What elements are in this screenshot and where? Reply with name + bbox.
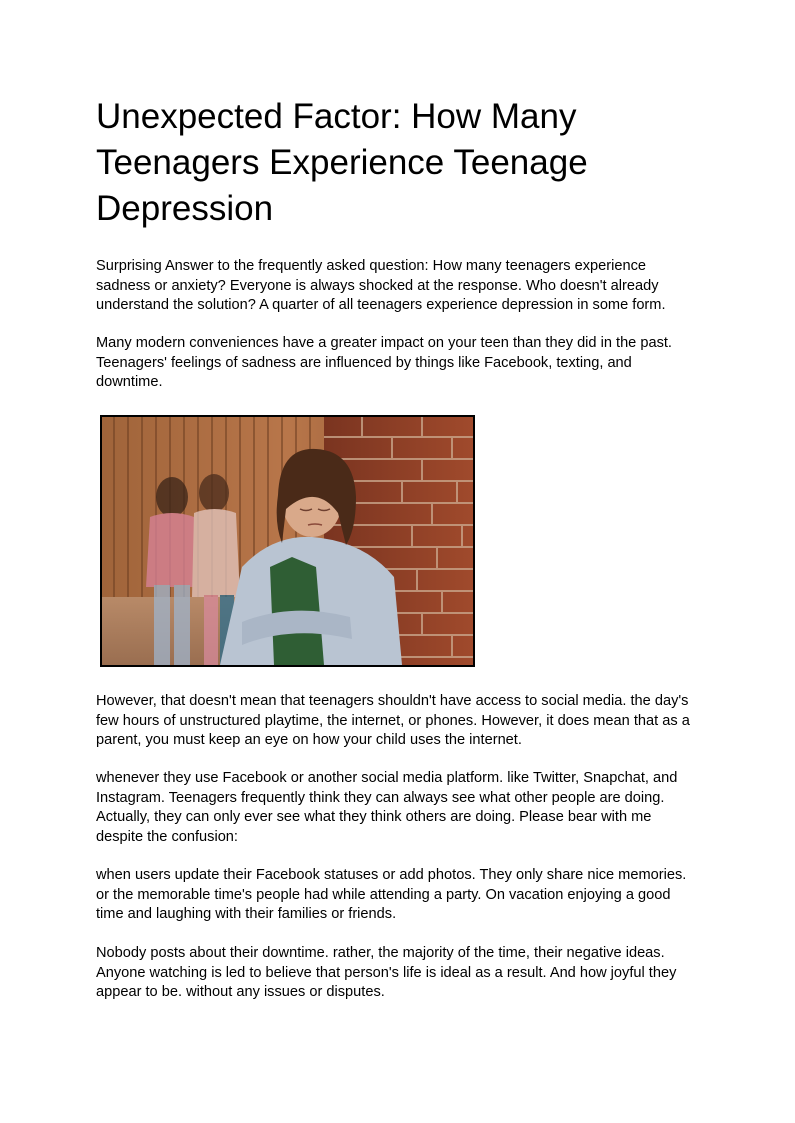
paragraph-downtime: Nobody posts about their downtime. rather, the majority of the time, their negative ideas. Anyone watching is led to believe that person's life is ideal as a result. And how joyful they appear to be. without any issues or disputes. <box>96 945 677 1000</box>
paragraph-intro: Surprising Answer to the frequently asked question: How many teenagers experience sadness or anxiety? Everyone is always shocked at the response. Who doesn't already understand the solution? A quarter of all teenagers experience depression in some form. <box>96 258 666 313</box>
photo-illustration <box>102 417 473 665</box>
paragraph-social-media-access: However, that doesn't mean that teenagers shouldn't have access to social media. the day's few hours of unstructured playtime, the internet, or phones. However, it does mean that as a parent, you must keep an eye on how your child uses the internet. <box>96 693 690 748</box>
article-title: Unexpected Factor: How Many Teenagers Experience Teenage Depression <box>96 97 588 228</box>
paragraph-modern-conveniences: Many modern conveniences have a greater impact on your teen than they did in the past. Teenagers' feelings of sadness are influenced by things like Facebook, texting, and downtime. <box>96 335 672 390</box>
article-photo <box>100 415 475 667</box>
paragraph-platforms: whenever they use Facebook or another social media platform. like Twitter, Snapchat, and Instagram. Teenagers frequently think they can always see what other people are doing. Actually, they can only ever see what they think others are doing. Please bear with me despite the confusion: <box>96 770 678 845</box>
paragraph-status-updates: when users update their Facebook statuses or add photos. They only share nice memories. or the memorable time's people had while attending a party. On vacation enjoying a good time and laughing with their families or friends. <box>96 867 687 922</box>
